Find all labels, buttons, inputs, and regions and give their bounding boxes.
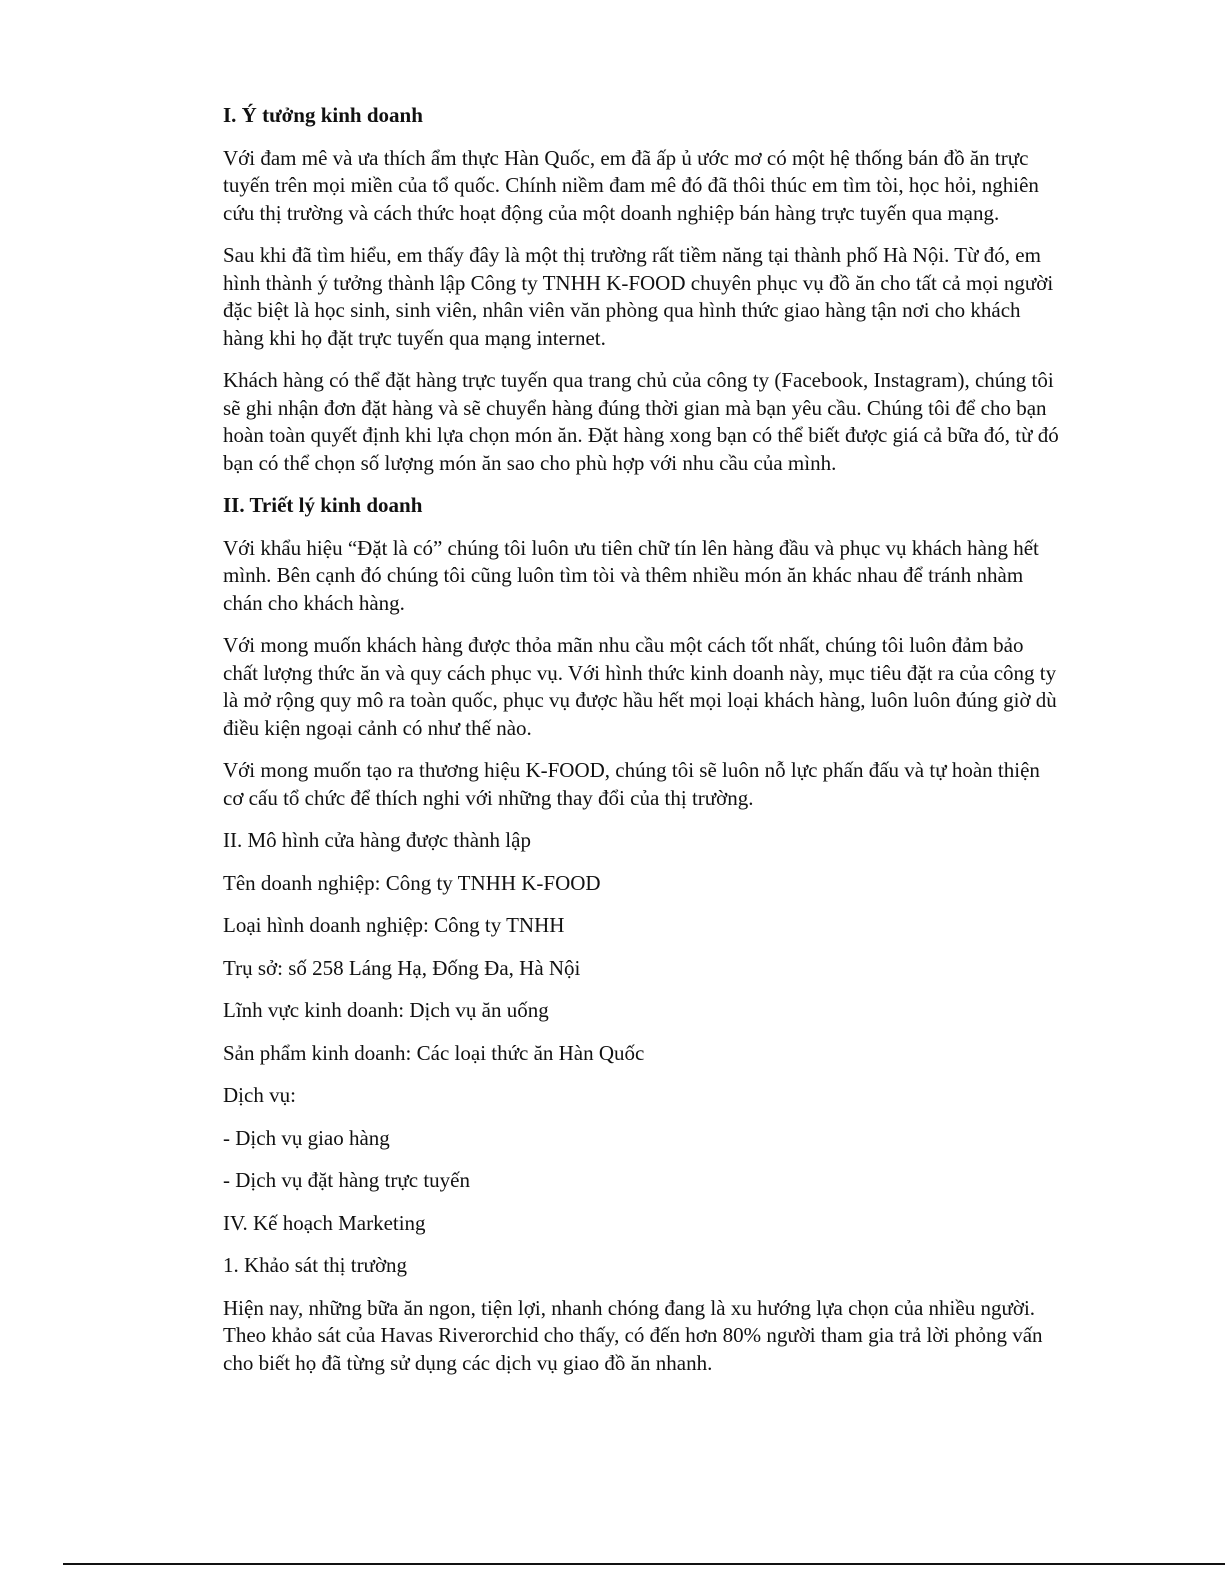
page-bottom-divider: [63, 1563, 1225, 1565]
paragraph-brand: Với mong muốn tạo ra thương hiệu K-FOOD, chúng tôi sẽ luôn nỗ lực phấn đấu và tự hoàn thiện cơ cấu tổ chức để thích nghi với những thay đổi của thị trường.: [223, 758, 1040, 810]
paragraph-ordering: Khách hàng có thể đặt hàng trực tuyến qua trang chủ của công ty (Facebook, Instagram), chúng tôi sẽ ghi nhận đơn đặt hàng và sẽ chuyển hàng đúng thời gian mà bạn yêu cầu. Chúng tôi để cho bạn hoàn toàn quyết định khi lựa chọn món ăn. Đặt hàng xong bạn có thể biết được giá cả bữa đó, từ đó bạn có thể chọn số lượng món ăn sao cho phù hợp với nhu cầu của mình.: [223, 368, 1059, 475]
paragraph-survey: Hiện nay, những bữa ăn ngon, tiện lợi, nhanh chóng đang là xu hướng lựa chọn của nhiều người. Theo khảo sát của Havas Riverorchid cho thấy, có đến hơn 80% người tham gia trả lời phỏng vấn cho biết họ đã từng sử dụng các dịch vụ giao đồ ăn nhanh.: [223, 1295, 1043, 1375]
company-name-line: Tên doanh nghiệp: Công ty TNHH K-FOOD: [223, 870, 601, 895]
paragraph-quality: Với mong muốn khách hàng được thỏa mãn nhu cầu một cách tốt nhất, chúng tôi luôn đảm bảo chất lượng thức ăn và quy cách phục vụ. Với hình thức kinh doanh này, mục tiêu đặt ra của công ty là mở rộng quy mô ra toàn quốc, phục vụ được hầu hết mọi loại khách hàng, luôn luôn đúng giờ dù điều kiện ngoại cảnh có như thế nào.: [223, 633, 1057, 740]
products-line: Sản phẩm kinh doanh: Các loại thức ăn Hàn Quốc: [223, 1040, 645, 1065]
paragraph-market-potential: Sau khi đã tìm hiểu, em thấy đây là một thị trường rất tiềm năng tại thành phố Hà Nội. Từ đó, em hình thành ý tưởng thành lập Công ty TNHH K-FOOD chuyên phục vụ đồ ăn cho tất cả mọi người đặc biệt là học sinh, sinh viên, nhân viên văn phòng qua hình thức giao hàng tận nơi cho khách hàng khi họ đặt trực tuyến qua mạng internet.: [223, 243, 1054, 350]
headquarters-line: Trụ sở: số 258 Láng Hạ, Đống Đa, Hà Nội: [223, 955, 581, 980]
services-label: Dịch vụ:: [223, 1083, 296, 1107]
section-heading-store-model: II. Mô hình cửa hàng được thành lập: [223, 828, 531, 852]
paragraph-passion: Với đam mê và ưa thích ẩm thực Hàn Quốc, em đã ấp ủ ước mơ có một hệ thống bán đồ ăn trực tuyến trên mọi miền của tổ quốc. Chính niềm đam mê đó đã thôi thúc em tìm tòi, học hỏi, nghiên cứu thị trường và cách thức hoạt động của một doanh nghiệp bán hàng trực tuyến qua mạng.: [223, 145, 1039, 225]
company-type-line: Loại hình doanh nghiệp: Công ty TNHH: [223, 913, 565, 937]
section-heading-business-philosophy: II. Triết lý kinh doanh: [223, 493, 423, 517]
service-item-delivery: - Dịch vụ giao hàng: [223, 1125, 390, 1150]
section-heading-marketing: IV. Kế hoạch Marketing: [223, 1210, 426, 1235]
document-page: [223, 102, 1063, 1392]
business-field-line: Lĩnh vực kinh doanh: Dịch vụ ăn uống: [223, 998, 549, 1022]
paragraph-slogan: Với khẩu hiệu “Đặt là có” chúng tôi luôn ưu tiên chữ tín lên hàng đầu và phục vụ khách hàng hết mình. Bên cạnh đó chúng tôi cũng luôn tìm tòi và thêm nhiều món ăn khác nhau để tránh nhàm chán cho khách hàng.: [223, 535, 1039, 615]
service-item-online-order: - Dịch vụ đặt hàng trực tuyến: [223, 1168, 470, 1192]
subheading-market-survey: 1. Khảo sát thị trường: [223, 1253, 408, 1277]
section-heading-business-idea: I. Ý tưởng kinh doanh: [223, 103, 423, 127]
